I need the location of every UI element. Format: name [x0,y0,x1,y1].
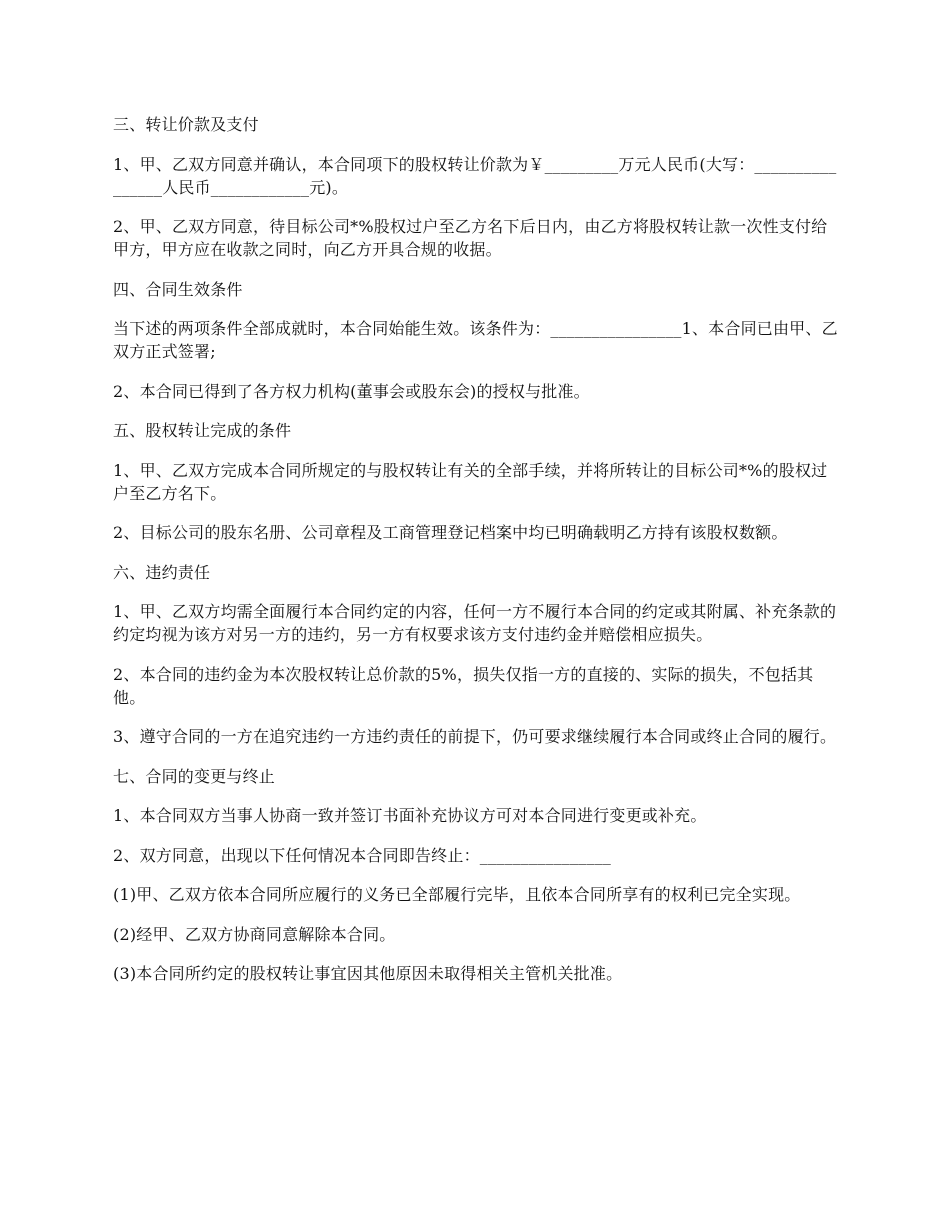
clause-effective-condition-1: 当下述的两项条件全部成就时，本合同始能生效。该条件为：________________1、本合同已由甲、乙双方正式签署; [113,319,838,361]
clause-liability-1: 1、甲、乙双方均需全面履行本合同约定的内容，任何一方不履行本合同的约定或其附属、补充条款的约定均视为该方对另一方的违约，另一方有权要求该方支付违约金并赔偿相应损失。 [113,602,837,644]
clause-payment: 2、甲、乙双方同意，待目标公司*%股权过户至乙方名下后日内，由乙方将股权转让款一次性支付给甲方，甲方应在收款之同时，向乙方开具合规的收据。 [113,217,828,259]
clause-change: 1、本合同双方当事人协商一致并签订书面补充协议方可对本合同进行变更或补充。 [113,806,707,825]
clause-liability-2: 2、本合同的违约金为本次股权转让总价款的5%，损失仅指一方的直接的、实际的损失，不包括其他。 [113,664,814,707]
clause-termination-3: (3)本合同所约定的股权转让事宜因其他原因未取得相关主管机关批准。 [113,964,623,983]
clause-effective-condition-2: 2、本合同已得到了各方权力机构(董事会或股东会)的授权与批准。 [113,381,590,401]
section-heading-completion-conditions: 五、股权转让完成的条件 [113,421,292,440]
clause-termination-1: (1)甲、乙双方依本合同所应履行的义务已全部履行完毕，且依本合同所享有的权利已完全实现。 [113,885,801,904]
clause-termination-2: (2)经甲、乙双方协商同意解除本合同。 [113,924,396,944]
clause-completion-1: 1、甲、乙双方完成本合同所规定的与股权转让有关的全部手续，并将所转让的目标公司*%的股权过户至乙方名下。 [113,460,828,503]
clause-liability-3: 3、遵守合同的一方在追究违约一方违约责任的前提下，仍可要求继续履行本合同或终止合同的履行。 [113,727,837,746]
section-heading-change-termination: 七、合同的变更与终止 [113,766,276,786]
clause-completion-2: 2、目标公司的股东名册、公司章程及工商管理登记档案中均已明确载明乙方持有该股权数额。 [113,523,788,542]
clause-termination-intro: 2、双方同意，出现以下任何情况本合同即告终止：________________ [113,845,611,865]
section-heading-price-payment: 三、转让价款及支付 [113,115,259,134]
section-heading-effective-conditions: 四、合同生效条件 [113,279,243,299]
section-heading-liability: 六、违约责任 [113,562,211,582]
document-page [113,113,843,1002]
clause-price: 1、甲、乙双方同意并确认，本合同项下的股权转让价款为￥_________万元人民币(大写：________________人民币____________元)。 [113,154,837,197]
